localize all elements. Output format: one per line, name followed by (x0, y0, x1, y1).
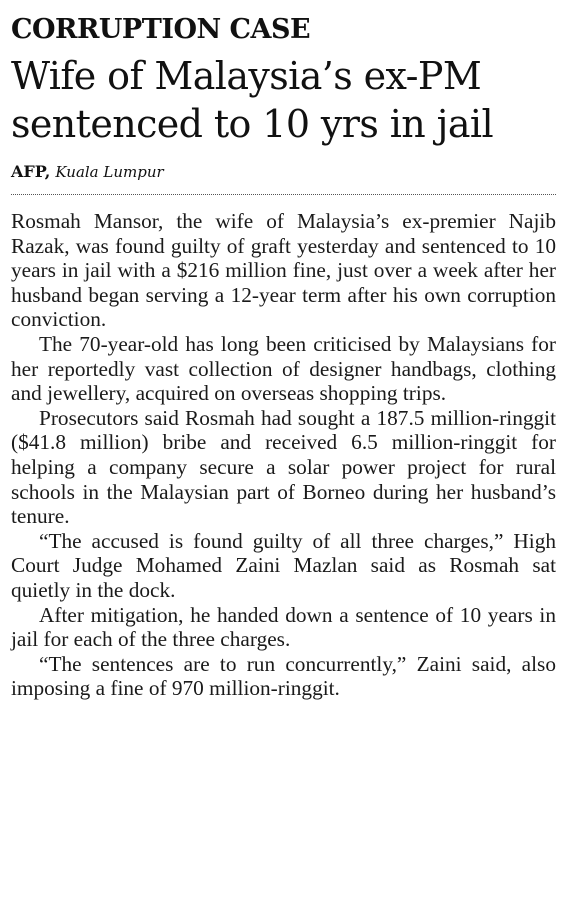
article-body (11, 209, 556, 701)
paragraph: “The accused is found guilty of all three charges,” High Court Judge Mohamed Zaini Mazlan said as Rosmah sat quietly in the dock. (11, 528, 556, 602)
paragraph: Prosecutors said Rosmah had sought a 187.5 million-ringgit ($41.8 million) bribe and received 6.5 million-ringgit for helping a company secure a solar power project for rural schools in the Malaysian part of Borneo during her husband’s tenure. (11, 405, 556, 529)
divider (11, 194, 556, 195)
headline: Wife of Malaysia’s ex-PM sentenced to 10 yrs in jail (11, 54, 493, 146)
section-kicker: CORRUPTION CASE (11, 14, 311, 45)
paragraph: “The sentences are to run concurrently,” Zaini said, also imposing a fine of 970 million-ringgit. (11, 651, 556, 701)
byline (11, 162, 556, 182)
byline-agency: AFP, (11, 162, 51, 181)
byline-place: Kuala Lumpur (55, 163, 164, 181)
paragraph: After mitigation, he handed down a sentence of 10 years in jail for each of the three charges. (11, 602, 556, 652)
news-article (11, 14, 556, 701)
paragraph: The 70-year-old has long been criticised by Malaysians for her reportedly vast collection of designer handbags, clothing and jewellery, acquired on overseas shopping trips. (11, 331, 556, 406)
paragraph: Rosmah Mansor, the wife of Malaysia’s ex-premier Najib Razak, was found guilty of graft yesterday and sentenced to 10 years in jail with a $216 million fine, just over a week after her husband began serving a 12-year term after his own corruption conviction. (11, 209, 556, 332)
